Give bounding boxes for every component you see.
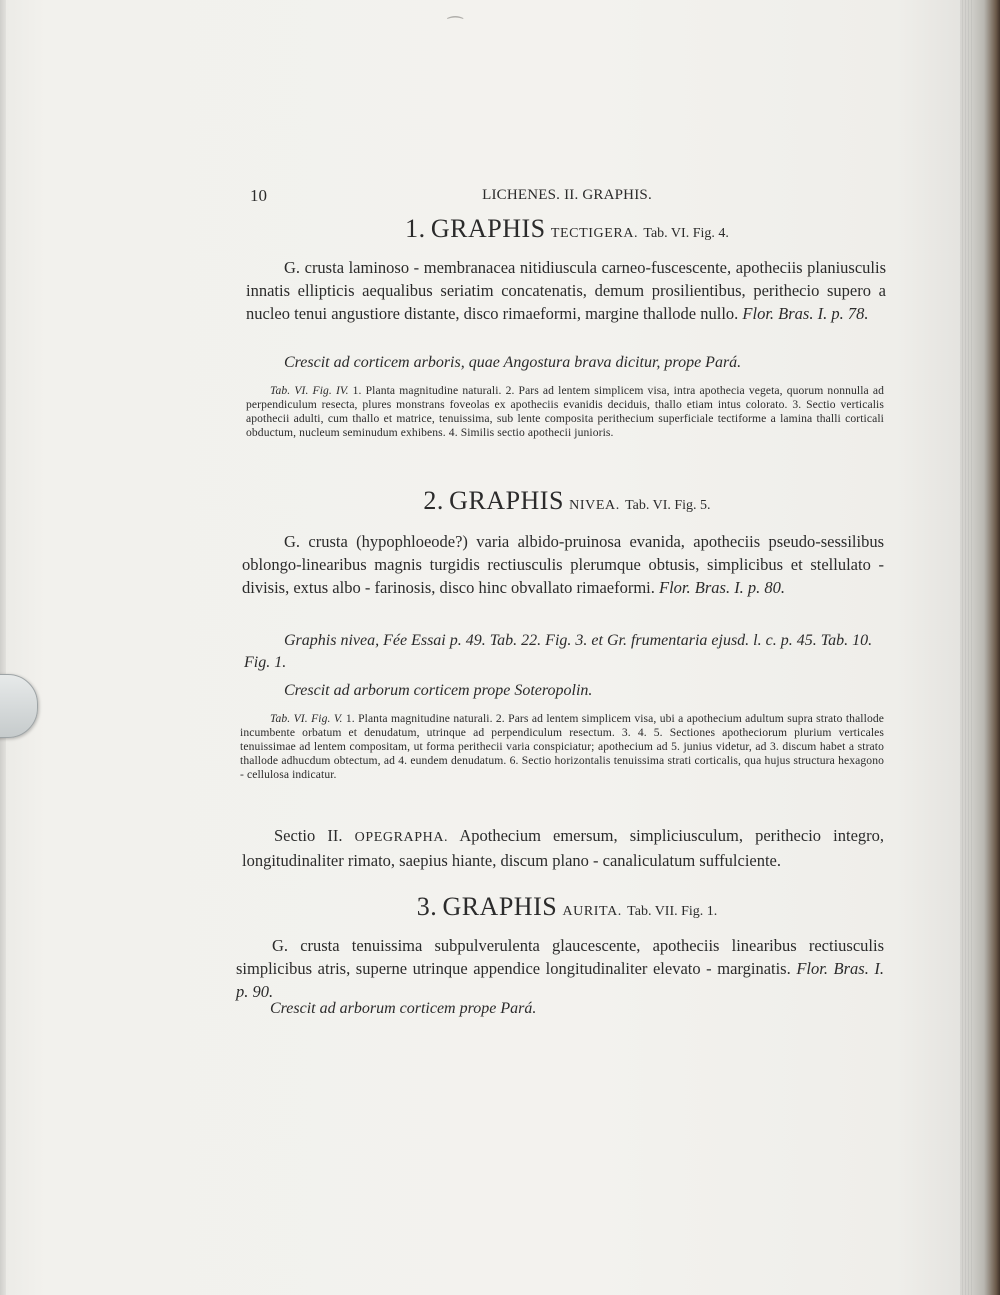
plate-explanation (240, 712, 884, 782)
page-header (250, 186, 884, 206)
diagnosis-citation: Flor. Bras. I. p. 80. (659, 578, 786, 597)
species-number: 3. (416, 892, 438, 921)
section-description: Apothecium emersum, simpliciusculum, perithecio integro, longitudinaliter rimato, saepius hiante, discum plano - canaliculatum suffulciente. (242, 826, 885, 870)
plate-reference: Tab. VI. Fig. 5. (625, 498, 711, 513)
genus-name: GRAPHIS (449, 486, 564, 515)
pencil-mark-icon: ⁀ (448, 17, 463, 37)
species-number: 2. (423, 486, 444, 515)
section-name: OPEGRAPHA. (354, 830, 449, 845)
diagnosis-text: G. crusta (hypophloeode?) varia albido-pruinosa evanida, apotheciis pseudo-sessilibus oblongo-linearibus magnis turgidis rectiusculis plerumque obtusis, simplicibus et stellulato - divisis, extus albo - farinosis, disco hinc obvallato rimaeformi. (242, 532, 884, 597)
plate-explanation (246, 384, 884, 440)
habitat-note: Crescit ad corticem arboris, quae Angostura brava dicitur, prope Pará. (284, 354, 742, 371)
diagnosis-text: G. crusta tenuissima subpulverulenta glaucescente, apotheciis linearibus rectiusculis simplicibus atris, superne utrinque appendice longitudinaliter elevato - marginatis. (236, 936, 884, 978)
plate-ref-label: Tab. VI. Fig. IV. (270, 384, 349, 397)
species-diagnosis (246, 256, 886, 325)
genus-name: GRAPHIS (430, 214, 546, 243)
plate-reference: Tab. VI. Fig. 4. (643, 226, 729, 241)
section-label: Sectio II. (274, 826, 343, 845)
synonym-note: Graphis nivea, Fée Essai p. 49. Tab. 22. Fig. 3. et Gr. frumentaria ejusd. l. c. p. 45. Tab. 10. Fig. 1. (244, 632, 873, 671)
diagnosis-citation: Flor. Bras. I. p. 78. (742, 304, 869, 323)
genus-name: GRAPHIS (442, 892, 558, 921)
species-title (250, 486, 884, 516)
species-epithet: NIVEA. (569, 498, 620, 513)
diagnosis-citation: Flor. Bras. I. p. 90. (236, 959, 885, 1001)
species-epithet: TECTIGERA. (550, 226, 639, 241)
habitat-note: Crescit ad arborum corticem prope Pará. (270, 1000, 537, 1017)
plate-explanation-text: 1. Planta magnitudine naturali. 2. Pars ad lentem simplicem visa, ubi a apothecium adultum supra strato thallode incumbente orbatum et denudatum, utrinque ad perpendiculum resectum. 3. 4. 5. Sectiones apotheciorum plurium verticales tenuissimae ad lentem compositam, ut forma perithecii varia conspiciatur; apothecium ad 5. junius videtur, ad 3. discum habet a strato thallode adhucdum obtectum, ad 4. eundem denudatum. 6. Sectio horizontalis tenuissima strati corticalis, qua hujus structura hexagono - cellulosa indicatur. (240, 712, 884, 781)
species-number: 1. (405, 214, 426, 243)
plate-explanation-text: 1. Planta magnitudine naturali. 2. Pars ad lentem simplicem visa, intra apothecia vegeta, quorum nonnulla ad perpendiculum resecta, plures monstrans foveolas ex apotheciis evanidis deciduis, thallo etiam intus colorato. 3. Sectio verticalis apothecii adulti, cum thallo et matrice, tenuissima, sub lente composita perithecium superficiale tectiforme a lamina thalli corticali obductum, nucleum seminudum exhibens. 4. Similis sectio apothecii junioris. (246, 384, 884, 439)
diagnosis-text: G. crusta laminoso - membranacea nitidiuscula carneo-fuscescente, apotheciis planiusculis innatis ellipticis aequalibus seriatim concatenatis, demum prosilientibus, perithecio supero a nucleo tenui angustiore distante, disco rimaeformi, margine thallode nullo. (246, 258, 886, 323)
species-epithet: AURITA. (562, 904, 622, 919)
species-title (250, 892, 884, 922)
plate-ref-label: Tab. VI. Fig. V. (270, 712, 343, 725)
page-stack-lines (962, 0, 974, 1295)
species-diagnosis (236, 934, 884, 1003)
species-diagnosis (242, 530, 884, 599)
section-heading (242, 824, 884, 872)
plate-reference: Tab. VII. Fig. 1. (627, 904, 718, 919)
page-number: 10 (250, 186, 267, 205)
running-title: LICHENES. II. GRAPHIS. (482, 187, 652, 203)
habitat-note: Crescit ad arborum corticem prope Soteropolin. (284, 682, 593, 699)
species-title (250, 214, 884, 244)
